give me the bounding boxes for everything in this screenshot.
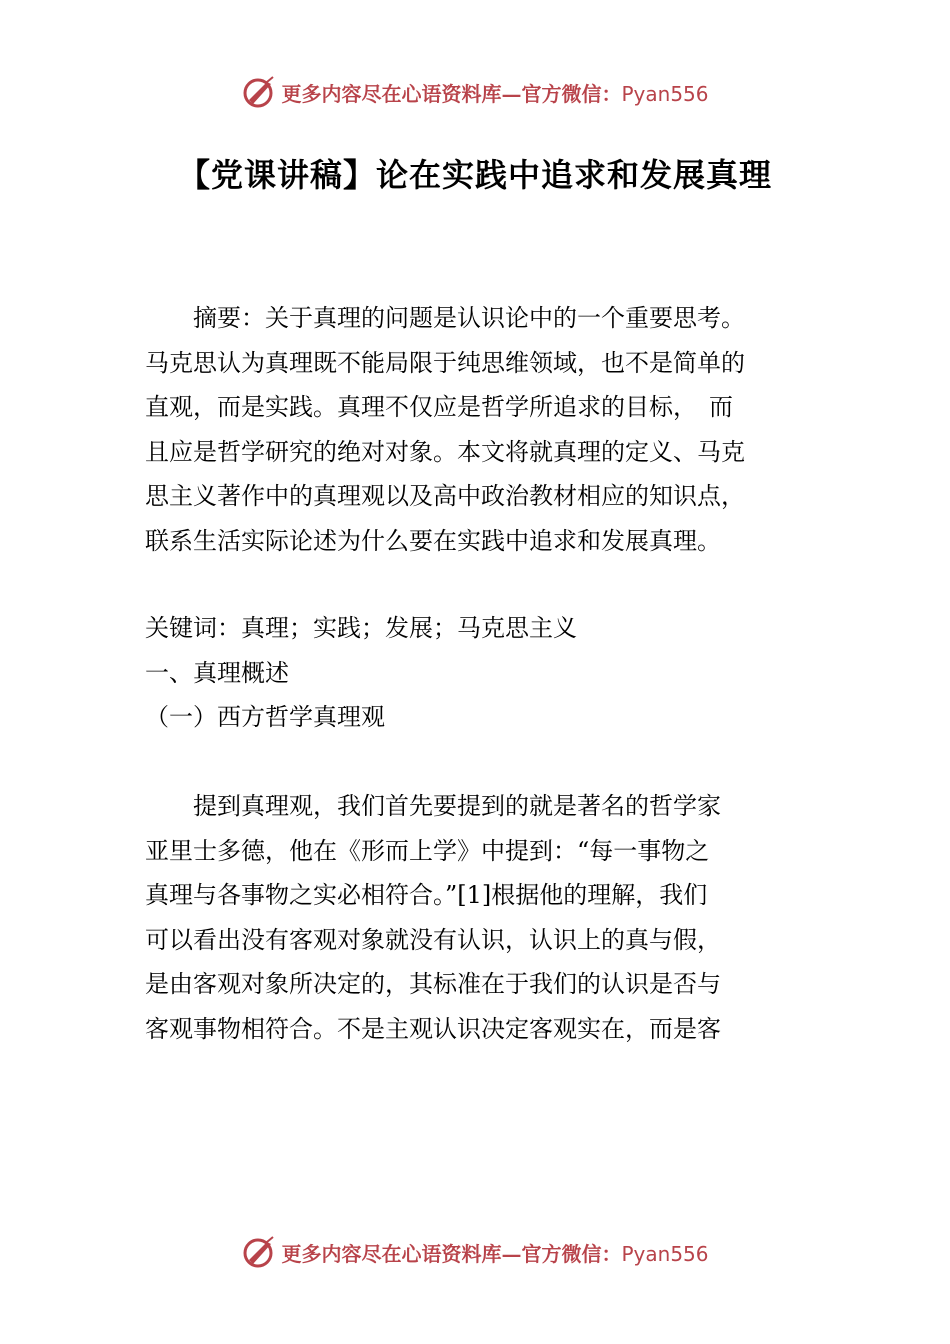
- text-line: 客观事物相符合。不是主观认识决定客观实在，而是客: [145, 1014, 721, 1043]
- abstract-paragraph: [145, 296, 825, 563]
- text-line: 直观，而是实践。真理不仅应是哲学所追求的目标， 而: [145, 393, 733, 421]
- pen-logo-icon: [241, 1234, 277, 1270]
- pen-logo-icon: [241, 74, 277, 110]
- text-line: 且应是哲学研究的绝对对象。本文将就真理的定义、马克: [145, 437, 745, 466]
- text-line: 马克思认为真理既不能局限于纯思维领域，也不是简单的: [145, 348, 745, 377]
- text-line: 联系生活实际论述为什么要在实践中追求和发展真理。: [145, 526, 721, 555]
- text-line: 提到真理观，我们首先要提到的就是著名的哲学家: [145, 792, 721, 820]
- footer-banner: [0, 1230, 950, 1274]
- text-line: 亚里士多德，他在《形而上学》中提到：“每一事物之: [145, 836, 710, 865]
- text-line: 摘要：关于真理的问题是认识论中的一个重要思考。: [145, 304, 745, 332]
- text-line: 是由客观对象所决定的，其标准在于我们的认识是否与: [145, 970, 721, 998]
- section-heading: 一、真理概述: [145, 658, 289, 687]
- subsection-heading: （一）西方哲学真理观: [145, 703, 385, 731]
- keywords-block: [145, 606, 825, 740]
- keywords-line: 关键词：真理；实践；发展；马克思主义: [145, 614, 577, 642]
- banner-text: 更多内容尽在心语资料库—官方微信：Pyan556: [281, 81, 709, 106]
- text-line: 思主义著作中的真理观以及高中政治教材相应的知识点，: [145, 482, 745, 510]
- text-line: 可以看出没有客观对象就没有认识，认识上的真与假，: [145, 925, 721, 954]
- text-line: 真理与各事物之实必相符合。”[1]根据他的理解，我们: [145, 881, 708, 909]
- body-paragraph: [145, 784, 825, 1051]
- banner-text: 更多内容尽在心语资料库—官方微信：Pyan556: [281, 1241, 709, 1266]
- page-title: 【党课讲稿】论在实践中追求和发展真理: [177, 156, 772, 194]
- header-banner: [0, 70, 950, 114]
